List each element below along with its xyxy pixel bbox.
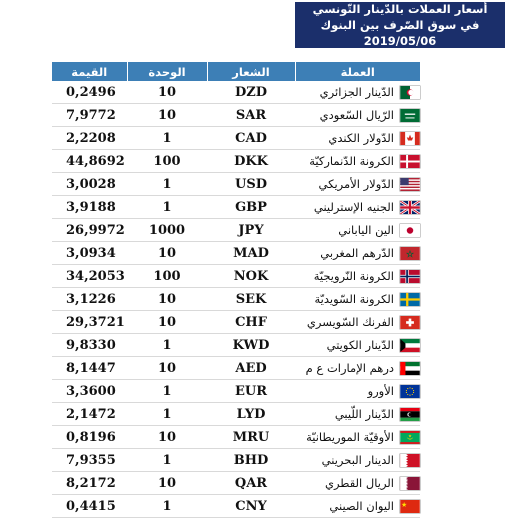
rate-value: 7,9772: [52, 104, 127, 127]
table-row: [52, 380, 420, 403]
rate-unit: 1000: [127, 219, 207, 242]
currency-name-cell: [295, 495, 420, 518]
rate-unit: 1: [127, 127, 207, 150]
table-row: [52, 426, 420, 449]
rate-unit: 10: [127, 472, 207, 495]
currency-name: الين الياباني: [338, 223, 394, 237]
currency-name: الرّيال السّعودي: [319, 108, 394, 122]
currency-name-cell: [295, 311, 420, 334]
rate-unit: 10: [127, 311, 207, 334]
currency-code: CAD: [207, 127, 295, 150]
currency-name: الدّينار اللّيبي: [334, 407, 394, 421]
currency-name: الدّرهم المغربي: [320, 246, 394, 260]
rate-unit: 1: [127, 449, 207, 472]
gb-flag-icon: [400, 201, 420, 214]
currency-name: الأوقيّة الموريطانيّة: [306, 430, 394, 444]
table-row: [52, 334, 420, 357]
currency-name-cell: [295, 334, 420, 357]
rate-value: 3,9188: [52, 196, 127, 219]
table-row: [52, 242, 420, 265]
currency-code: BHD: [207, 449, 295, 472]
table-row: [52, 495, 420, 518]
currency-name-cell: [295, 104, 420, 127]
ly-flag-icon: [400, 408, 420, 421]
currency-name-cell: [295, 472, 420, 495]
rate-unit: 10: [127, 426, 207, 449]
currency-name-cell: [295, 150, 420, 173]
header-value: القيمة: [52, 62, 127, 81]
currency-code: CNY: [207, 495, 295, 518]
currency-code: JPY: [207, 219, 295, 242]
rate-value: 44,8692: [52, 150, 127, 173]
table-row: [52, 104, 420, 127]
currency-code: MAD: [207, 242, 295, 265]
rate-value: 34,2053: [52, 265, 127, 288]
currency-name-cell: [295, 81, 420, 104]
currency-code: GBP: [207, 196, 295, 219]
currency-name: درهم الإمارات ع م: [305, 361, 394, 375]
bh-flag-icon: [400, 454, 420, 467]
currency-name: الكرونة الدّنماركيّة: [309, 154, 394, 168]
table-row: [52, 196, 420, 219]
rate-unit: 1: [127, 334, 207, 357]
rate-unit: 1: [127, 196, 207, 219]
currency-code: SEK: [207, 288, 295, 311]
currency-name: الريال القطري: [324, 476, 394, 490]
rate-value: 8,1447: [52, 357, 127, 380]
header-code: الشعار: [207, 62, 295, 81]
rate-unit: 1: [127, 403, 207, 426]
currency-code: AED: [207, 357, 295, 380]
title-banner: [295, 2, 505, 48]
rate-value: 26,9972: [52, 219, 127, 242]
currency-name-cell: [295, 380, 420, 403]
rate-value: 8,2172: [52, 472, 127, 495]
rate-value: 2,1472: [52, 403, 127, 426]
rate-value: 2,2208: [52, 127, 127, 150]
currency-name: الدّينار الكويتي: [326, 338, 394, 352]
rate-unit: 10: [127, 242, 207, 265]
currency-name: الكرونة السّويديّة: [314, 292, 394, 306]
currency-code: MRU: [207, 426, 295, 449]
kw-flag-icon: [400, 339, 420, 352]
currency-name-cell: [295, 426, 420, 449]
header-currency: العملة: [295, 62, 420, 81]
us-flag-icon: [400, 178, 420, 191]
table-row: [52, 288, 420, 311]
table-row: [52, 311, 420, 334]
currency-name-cell: [295, 219, 420, 242]
rate-value: 7,9355: [52, 449, 127, 472]
dz-flag-icon: [400, 86, 420, 99]
rate-value: 0,2496: [52, 81, 127, 104]
currency-code: QAR: [207, 472, 295, 495]
table-row: [52, 403, 420, 426]
rate-unit: 1: [127, 380, 207, 403]
sa-flag-icon: [400, 109, 420, 122]
rate-unit: 10: [127, 81, 207, 104]
currency-code: LYD: [207, 403, 295, 426]
rate-unit: 10: [127, 357, 207, 380]
currency-name: الدينار البحريني: [321, 453, 394, 467]
ae-flag-icon: [400, 362, 420, 375]
header-unit: الوحدة: [127, 62, 207, 81]
table-row: [52, 150, 420, 173]
currency-name-cell: [295, 357, 420, 380]
currency-name: الفرنك السّويسري: [306, 315, 394, 329]
currency-code: USD: [207, 173, 295, 196]
currency-name-cell: [295, 173, 420, 196]
rate-unit: 1: [127, 173, 207, 196]
currency-name-cell: [295, 265, 420, 288]
jp-flag-icon: [400, 224, 420, 237]
rate-value: 3,0934: [52, 242, 127, 265]
rate-value: 3,3600: [52, 380, 127, 403]
table-row: [52, 219, 420, 242]
title-line-2: في سوق الصّرف بين البنوك 2019/05/06: [320, 18, 480, 48]
currency-code: EUR: [207, 380, 295, 403]
table-row: [52, 449, 420, 472]
table-row: [52, 357, 420, 380]
currency-name-cell: [295, 288, 420, 311]
rate-value: 29,3721: [52, 311, 127, 334]
exchange-rates-table: [52, 62, 420, 518]
currency-name-cell: [295, 242, 420, 265]
rate-unit: 10: [127, 288, 207, 311]
rate-value: 0,8196: [52, 426, 127, 449]
ma-flag-icon: [400, 247, 420, 260]
currency-name: الكرونة النّرويجيّة: [313, 269, 394, 283]
currency-name: الدّينار الجزائري: [319, 85, 394, 99]
rate-unit: 100: [127, 150, 207, 173]
currency-name-cell: [295, 403, 420, 426]
currency-name: الجنيه الإسترليني: [313, 200, 394, 214]
se-flag-icon: [400, 293, 420, 306]
currency-name-cell: [295, 127, 420, 150]
table-header-row: [52, 62, 420, 81]
qa-flag-icon: [400, 477, 420, 490]
no-flag-icon: [400, 270, 420, 283]
title-line-1: أسعار العملات بالدّينار التّونسي: [312, 2, 488, 16]
rate-value: 3,0028: [52, 173, 127, 196]
currency-name-cell: [295, 196, 420, 219]
currency-name: الدّولار الكندي: [328, 131, 394, 145]
rate-value: 9,8330: [52, 334, 127, 357]
currency-code: DKK: [207, 150, 295, 173]
rate-unit: 100: [127, 265, 207, 288]
currency-name-cell: [295, 449, 420, 472]
table-row: [52, 173, 420, 196]
currency-code: CHF: [207, 311, 295, 334]
table-row: [52, 265, 420, 288]
eu-flag-icon: [400, 385, 420, 398]
currency-name: الدّولار الأمريكي: [318, 177, 394, 191]
table-body: [52, 81, 420, 518]
ch-flag-icon: [400, 316, 420, 329]
currency-code: SAR: [207, 104, 295, 127]
rate-value: 0,4415: [52, 495, 127, 518]
dk-flag-icon: [400, 155, 420, 168]
table-row: [52, 127, 420, 150]
rate-unit: 10: [127, 104, 207, 127]
table-row: [52, 81, 420, 104]
ca-flag-icon: [400, 132, 420, 145]
mr-flag-icon: [400, 431, 420, 444]
currency-code: DZD: [207, 81, 295, 104]
rate-unit: 1: [127, 495, 207, 518]
rate-value: 3,1226: [52, 288, 127, 311]
currency-code: KWD: [207, 334, 295, 357]
currency-name: اليوان الصيني: [329, 499, 394, 513]
table-row: [52, 472, 420, 495]
currency-name: الأورو: [367, 384, 394, 398]
currency-code: NOK: [207, 265, 295, 288]
